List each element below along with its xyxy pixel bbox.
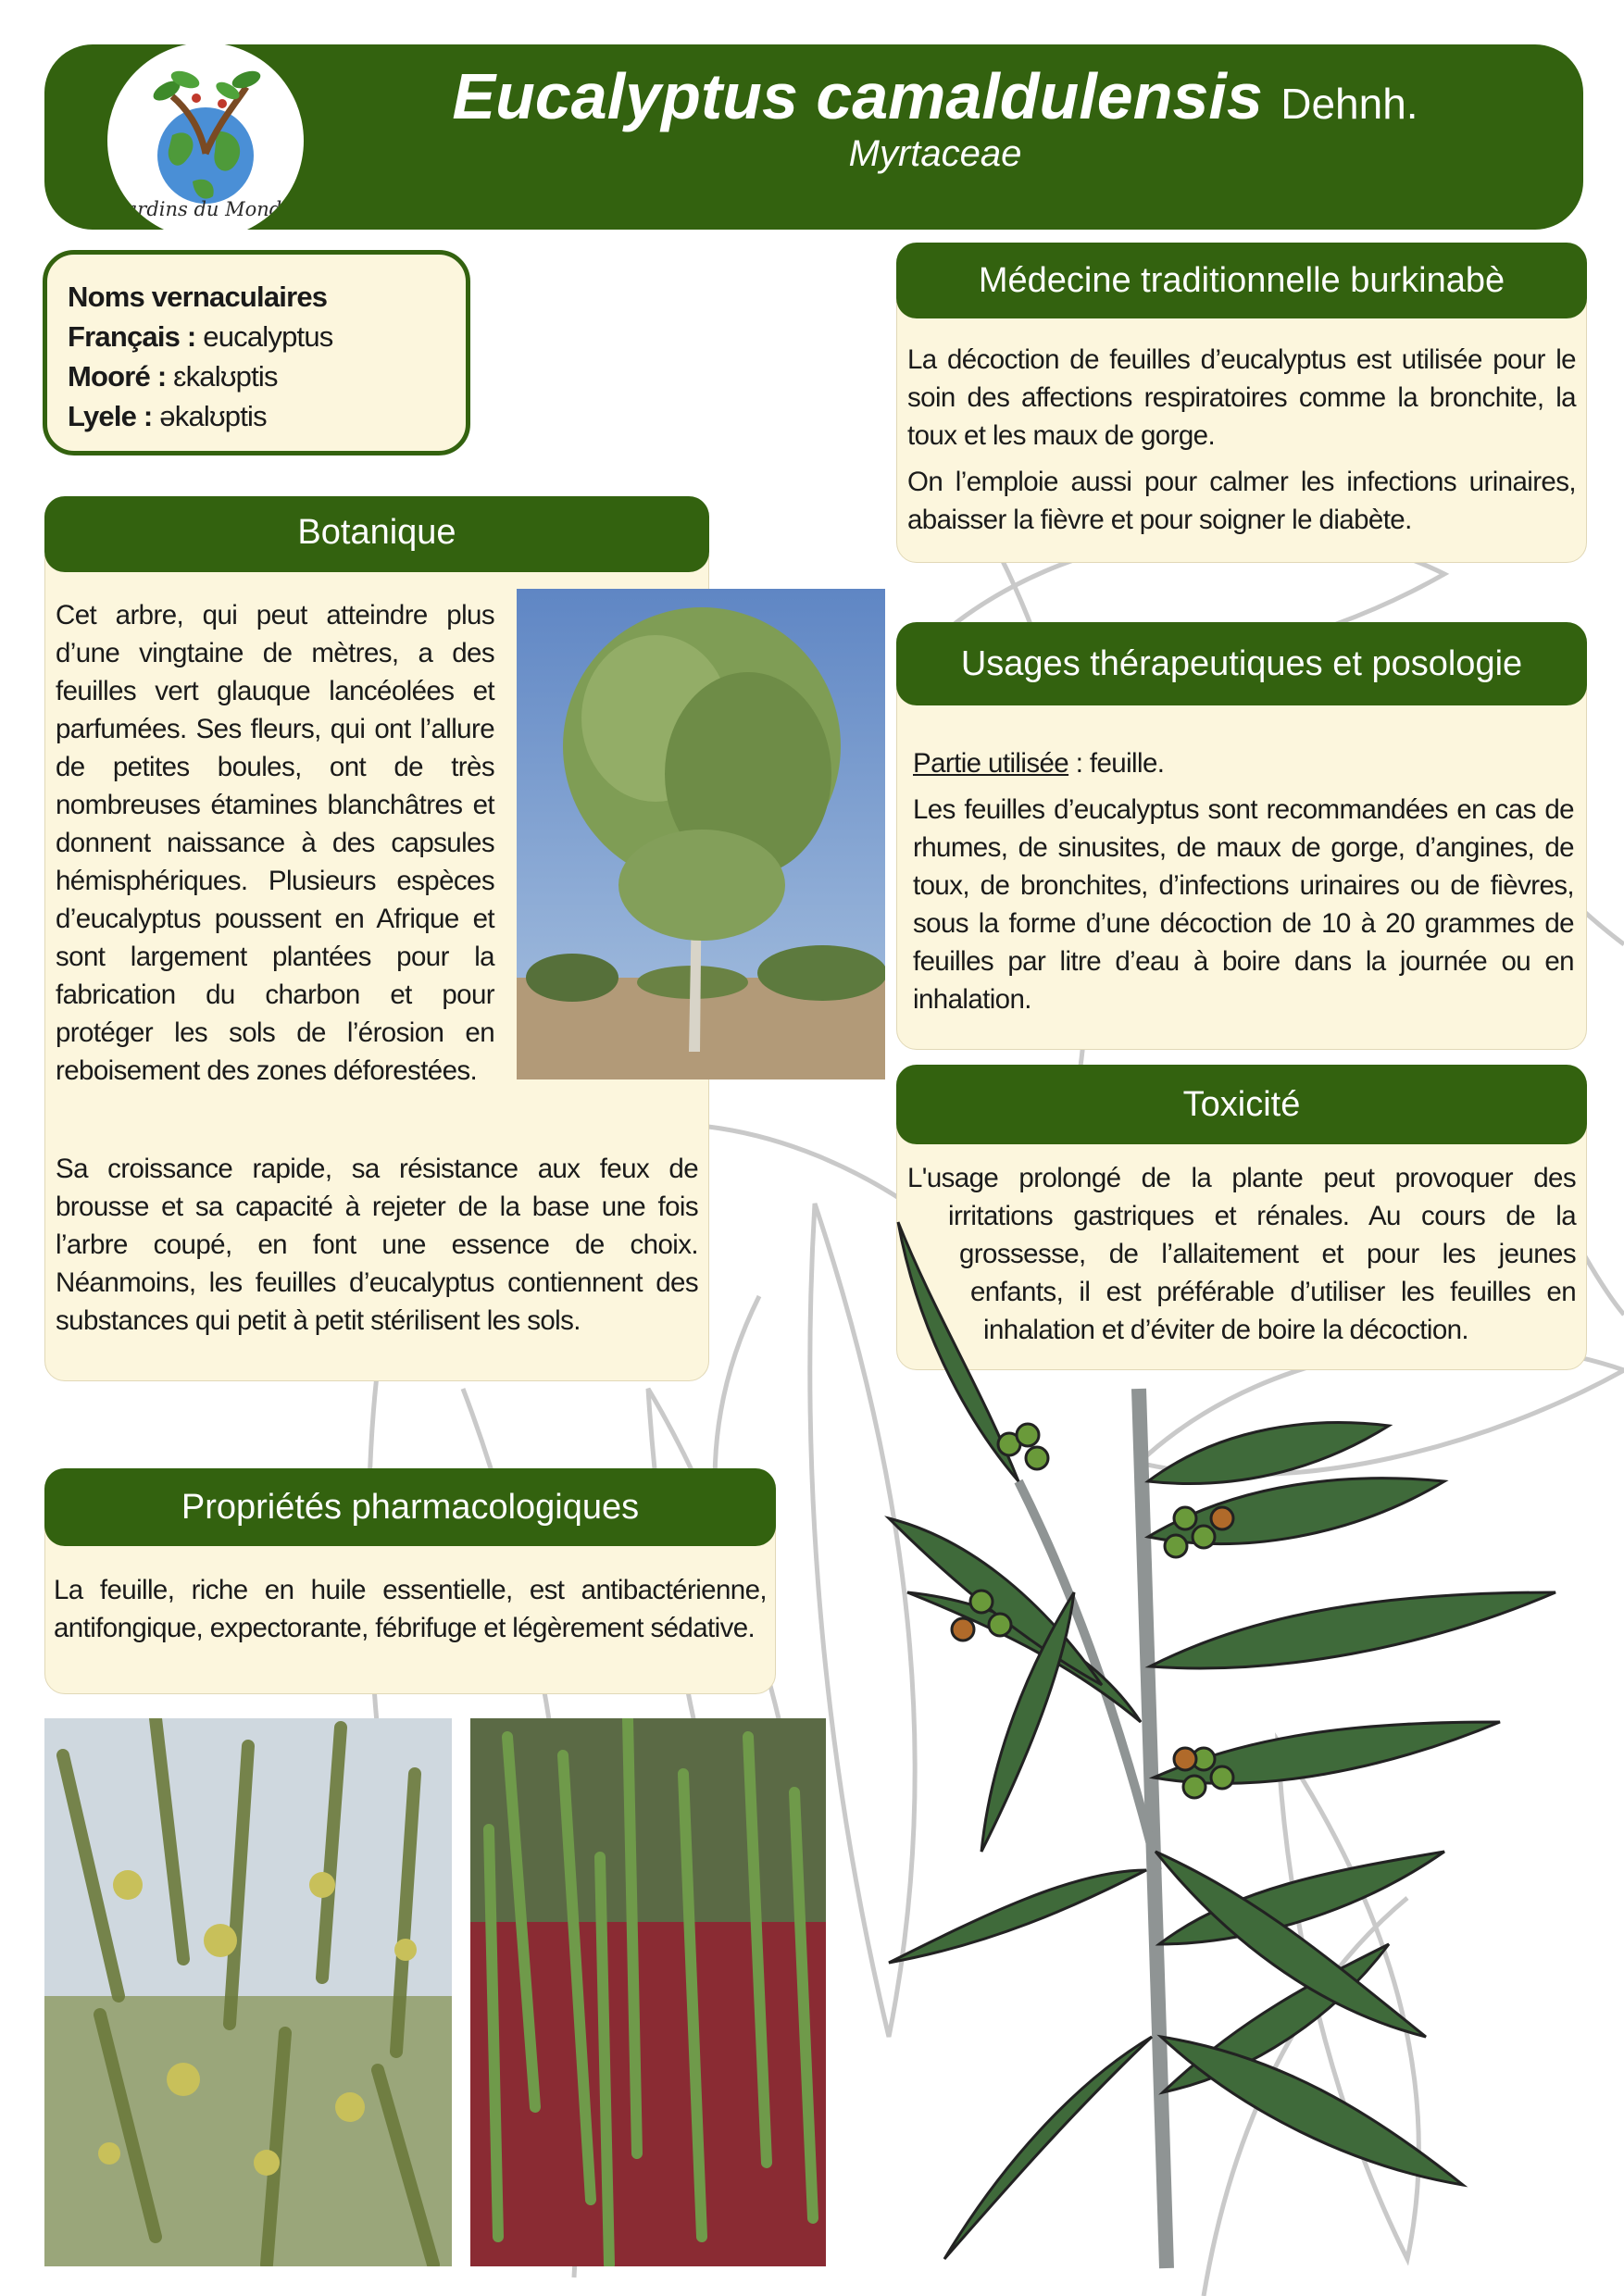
- vernacular-heading: Noms vernaculaires: [68, 281, 328, 313]
- logo-text: Jardins du Monde: [118, 198, 294, 220]
- vernacular-row: Lyele : əkalʊptis: [68, 400, 267, 432]
- usages-text: [913, 744, 1574, 1018]
- species-author: Dehnh.: [1280, 80, 1418, 128]
- tree-photo: [517, 589, 885, 1079]
- partie-utilisee: Partie utilisée : feuille.: [913, 748, 1165, 779]
- medecine-heading: Médecine traditionnelle burkinabè: [896, 243, 1587, 318]
- leaves-photo: [470, 1718, 826, 2266]
- usages-heading: Usages thérapeutiques et posologie: [896, 622, 1587, 705]
- toxicite-line: grossesse, de l’allaitement et pour les jeunes: [959, 1239, 1576, 1269]
- toxicite-line: inhalation et d’éviter de boire la décoction.: [983, 1315, 1469, 1345]
- vernacular-row: Français : eucalyptus: [68, 320, 333, 353]
- botanique-text-1: Cet arbre, qui peut atteindre plus d’une vingtaine de mètres, a des feuilles vert glauque lancéolées et parfumées. Ses fleurs, qui ont l’allure de petites boules, ont de très nombreuses étamines blanchâtres et donnent naissance à des capsules hémisphériques. Plusieurs espèces d’eucalyptus poussent en Afrique et sont largement plantées pour la fabrication du charbon et pour protéger les sols de l’érosion en reboisement des zones déforestées.: [56, 600, 494, 1086]
- botanique-heading: Botanique: [44, 496, 709, 572]
- flowers-photo: [44, 1718, 452, 2266]
- species-name: Eucalyptus camaldulensis: [452, 60, 1263, 132]
- medecine-paragraph-2: On l’emploie aussi pour calmer les infections urinaires, abaisser la fièvre et pour soigner le diabète.: [907, 467, 1576, 535]
- botanique-text-2: Sa croissance rapide, sa résistance aux feux de brousse et sa capacité à rejeter de la base une fois l’arbre coupé, en font une essence de choix. Néanmoins, les feuilles d’eucalyptus contiennent des substances qui petit à petit stérilisent les sols.: [56, 1154, 698, 1336]
- jardins-du-monde-logo: [107, 43, 304, 239]
- toxicite-line: enfants, il est préférable d’utiliser les feuilles en: [970, 1277, 1576, 1307]
- pharmaco-text: La feuille, riche en huile essentielle, est antibactérienne, antifongique, expectorante, fébrifuge et légèrement sédative.: [54, 1575, 767, 1643]
- toxicite-heading: Toxicité: [896, 1065, 1587, 1144]
- eucalyptus-branch-drawing: [796, 1204, 1593, 2296]
- medecine-text: [907, 341, 1576, 539]
- usages-paragraph: Les feuilles d’eucalyptus sont recommandées en cas de rhumes, de sinusites, de maux de gorge, d’angines, de toux, de bronchites, d’infections urinaires ou de fièvres, sous la forme d’une décoction de 10 à 20 grammes de feuilles par litre d’eau à boire dans la journée ou en inhalation.: [913, 794, 1574, 1015]
- vernacular-row: Mooré : ɛkalʊptis: [68, 360, 278, 393]
- toxicite-line: L'usage prolongé de la plante peut provoquer des: [907, 1163, 1576, 1193]
- family-name: Myrtaceae: [848, 133, 1022, 174]
- medecine-paragraph-1: La décoction de feuilles d’eucalyptus est utilisée pour le soin des affections respiratoires comme la bronchite, la toux et les maux de gorge.: [907, 344, 1576, 451]
- page-title: [306, 57, 1565, 143]
- pharmaco-heading: Propriétés pharmacologiques: [44, 1468, 776, 1546]
- toxicite-line: irritations gastriques et rénales. Au cours de la: [948, 1201, 1576, 1231]
- vernacular-names-box: [43, 250, 470, 455]
